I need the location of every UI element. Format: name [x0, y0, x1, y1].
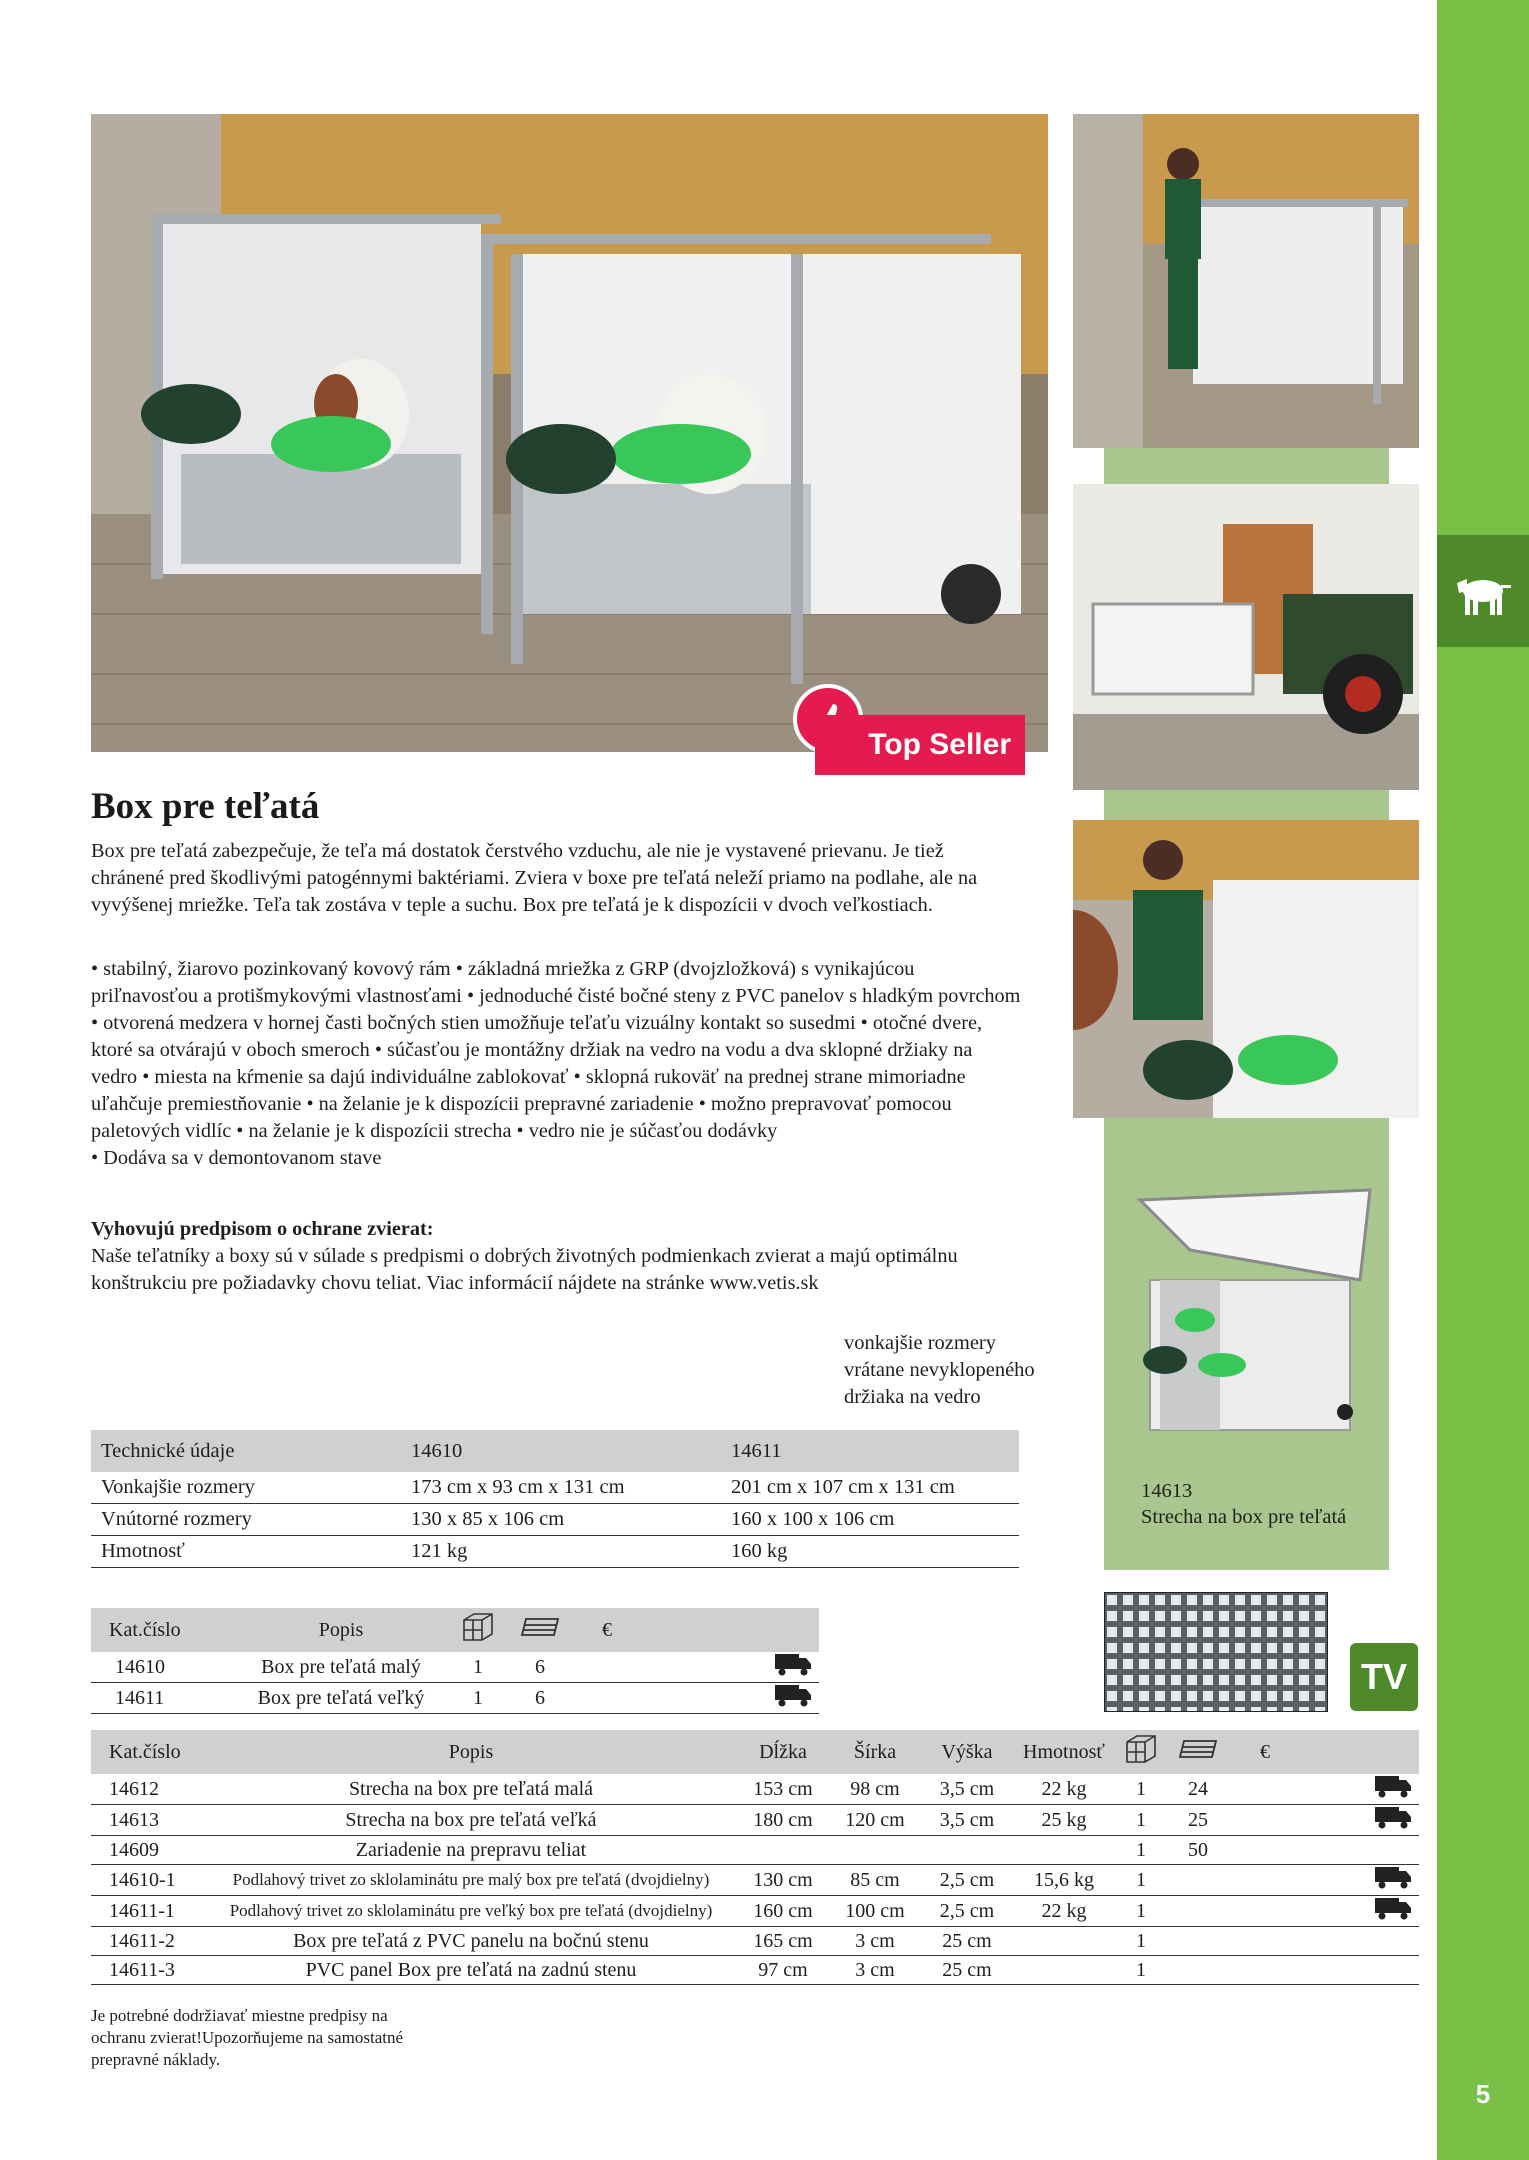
truck-icon [1301, 1805, 1419, 1836]
cell-weight: 22 kg [1013, 1896, 1115, 1927]
cell-price [1229, 1805, 1301, 1836]
cell-height: 3,5 cm [921, 1774, 1013, 1805]
cell-price [1229, 1896, 1301, 1927]
cell-length: 97 cm [737, 1956, 829, 1985]
col-header-weight: Hmotnosť [1013, 1730, 1115, 1774]
cell-pack: 1 [1115, 1927, 1167, 1956]
col-header-price: € [1229, 1730, 1301, 1774]
tech-cell: Vnútorné rozmery [91, 1504, 401, 1536]
cell-pallet: 25 [1167, 1805, 1229, 1836]
cell-height: 25 cm [921, 1956, 1013, 1985]
technical-data-table [91, 1430, 1019, 1568]
table-row [91, 1927, 1419, 1956]
table-row [91, 1896, 1419, 1927]
cell-pallet: 24 [1167, 1774, 1229, 1805]
features-paragraph [91, 956, 1021, 1172]
cell-desc: Strecha na box pre teľatá malá [205, 1774, 737, 1805]
col-header-code: Kat.číslo [91, 1608, 235, 1652]
outer-note-line: držiaka na vedro [844, 1386, 981, 1408]
cell-price [1229, 1865, 1301, 1896]
cell-price [1229, 1836, 1301, 1865]
tv-badge: TV [1350, 1643, 1418, 1711]
cow-icon [1437, 535, 1529, 647]
cell-desc: Podlahový trivet zo sklolaminátu pre veľký box pre teľatá (dvojdielny) [205, 1896, 737, 1927]
cell-width: 3 cm [829, 1927, 921, 1956]
cell-weight: 25 kg [1013, 1805, 1115, 1836]
tech-cell: 160 kg [721, 1536, 1019, 1568]
package-icon [447, 1608, 509, 1652]
photo-woman-feeding-calf [1073, 820, 1419, 1118]
cell-pallet: 6 [509, 1683, 571, 1714]
cell-height: 3,5 cm [921, 1805, 1013, 1836]
roof-caption [1141, 1478, 1346, 1530]
col-header-code: Kat.číslo [91, 1730, 205, 1774]
cell-pallet: 6 [509, 1652, 571, 1683]
photo-tractor-lifting-box [1073, 484, 1419, 790]
col-header-height: Výška [921, 1730, 1013, 1774]
cell-height: 2,5 cm [921, 1896, 1013, 1927]
outer-note-line: vrátane nevyklopeného [844, 1359, 1035, 1381]
cell-length: 160 cm [737, 1896, 829, 1927]
cell-code: 14613 [91, 1805, 205, 1836]
cell-length: 153 cm [737, 1774, 829, 1805]
table-row [91, 1865, 1419, 1896]
cell-pack: 1 [1115, 1956, 1167, 1985]
pallet-icon [509, 1608, 571, 1652]
footnote-line: Je potrebné dodržiavať miestne predpisy na [91, 2006, 388, 2025]
truck-icon [1301, 1865, 1419, 1896]
compliance-text: Naše teľatníky a boxy sú v súlade s predpismi o dobrých životných podmienkach zvierat a majú optimálnu konštrukciu pre požiadavky chovu teliat. Viac informácií nájdete na stránke www.vetis.sk [91, 1245, 958, 1294]
roof-caption-code: 14613 [1141, 1480, 1193, 1502]
cell-pack: 1 [1115, 1774, 1167, 1805]
tech-cell: Vonkajšie rozmery [91, 1472, 401, 1504]
tech-cell: 173 cm x 93 cm x 131 cm [401, 1472, 721, 1504]
cell-code: 14610 [91, 1652, 235, 1683]
footnote-line: ochranu zvierat!Upozorňujeme na samostatné [91, 2028, 404, 2047]
side-color-bar [1437, 0, 1529, 2160]
main-product-photo [91, 114, 1048, 752]
cell-desc: Podlahový trivet zo sklolaminátu pre malý box pre teľatá (dvojdielny) [205, 1865, 737, 1896]
col-header-price: € [571, 1608, 643, 1652]
table-row [91, 1774, 1419, 1805]
cell-length: 180 cm [737, 1805, 829, 1836]
cell-height [921, 1836, 1013, 1865]
compliance-block [91, 1216, 1021, 1297]
cell-pack: 1 [1115, 1896, 1167, 1927]
tech-header-14610: 14610 [401, 1430, 721, 1472]
footnote [91, 2005, 403, 2071]
cell-desc: Box pre teľatá veľký [235, 1683, 447, 1714]
intro-text: Box pre teľatá zabezpečuje, že teľa má dostatok čerstvého vzduchu, ale nie je vystavené prievanu. Je tiež chránené pred škodlivými patogénnymi baktériami. Zviera v boxe pre teľatá neleží priamo na podlahe, ale na vyvýšenej mriežke. Teľa tak zostáva v teple a suchu. Box pre teľatá je k dispozícii v dvoch veľkostiach. [91, 840, 978, 916]
cell-width: 98 cm [829, 1774, 921, 1805]
cell-pallet [1167, 1896, 1229, 1927]
cell-code: 14612 [91, 1774, 205, 1805]
cell-length: 165 cm [737, 1927, 829, 1956]
table-row [91, 1683, 819, 1714]
tech-cell: 121 kg [401, 1536, 721, 1568]
cell-price [1229, 1774, 1301, 1805]
cell-width: 85 cm [829, 1865, 921, 1896]
table-header-row [91, 1608, 819, 1652]
cell-code: 14611-1 [91, 1896, 205, 1927]
order-table-boxes [91, 1608, 819, 1714]
table-row [91, 1472, 1019, 1504]
cell-width [829, 1836, 921, 1865]
empty-cell [1301, 1956, 1419, 1985]
cell-width: 100 cm [829, 1896, 921, 1927]
cell-width: 120 cm [829, 1805, 921, 1836]
cell-length [737, 1836, 829, 1865]
cell-weight [1013, 1956, 1115, 1985]
compliance-heading: Vyhovujú predpisom o ochrane zvierat: [91, 1218, 434, 1240]
cell-pack: 1 [1115, 1836, 1167, 1865]
roof-caption-text: Strecha na box pre teľatá [1141, 1506, 1347, 1528]
empty-cell [1301, 1836, 1419, 1865]
product-title: Box pre teľatá [91, 786, 320, 827]
cell-price [1229, 1927, 1301, 1956]
cell-code: 14611 [91, 1683, 235, 1714]
cell-price [571, 1683, 643, 1714]
pallet-icon [1167, 1730, 1229, 1774]
cell-price [1229, 1956, 1301, 1985]
tech-cell: 201 cm x 107 cm x 131 cm [721, 1472, 1019, 1504]
cell-weight [1013, 1836, 1115, 1865]
package-icon [1115, 1730, 1167, 1774]
table-row [91, 1504, 1019, 1536]
intro-paragraph [91, 838, 1021, 919]
cell-weight [1013, 1927, 1115, 1956]
cell-height: 25 cm [921, 1927, 1013, 1956]
photo-grp-grid-floor [1104, 1592, 1328, 1712]
col-header-desc: Popis [205, 1730, 737, 1774]
table-row [91, 1836, 1419, 1865]
cell-weight: 22 kg [1013, 1774, 1115, 1805]
features-last: • Dodáva sa v demontovanom stave [91, 1147, 382, 1169]
cell-code: 14610-1 [91, 1865, 205, 1896]
cell-pallet [1167, 1956, 1229, 1985]
cell-pallet: 50 [1167, 1836, 1229, 1865]
table-header-row [91, 1730, 1419, 1774]
cell-code: 14611-2 [91, 1927, 205, 1956]
col-header-length: Dĺžka [737, 1730, 829, 1774]
table-row [91, 1805, 1419, 1836]
cell-pack: 1 [1115, 1805, 1167, 1836]
cell-code: 14611-3 [91, 1956, 205, 1985]
empty-cell [1301, 1927, 1419, 1956]
tech-header-label: Technické údaje [91, 1430, 401, 1472]
features-text: • stabilný, žiarovo pozinkovaný kovový rám • základná mriežka z GRP (dvojzložková) s vynikajúcou priľnavosťou a protišmykovými vlastnosťami • jednoduché čisté bočné steny z PVC panelov s hladkým povrchom • otvorená medzera v hornej časti bočných stien umožňuje teľaťu vizuálny kontakt so susedmi • otočné dvere, ktoré sa otvárajú v oboch smeroch • súčasťou je montážny držiak na vedro na vodu a dva sklopné držiaky na vedro • miesta na kŕmenie sa dajú individuálne zablokovať • sklopná rukoväť na prednej strane mimoriadne uľahčuje premiestňovanie • na želanie je k dispozícii prepravné zariadenie • možno prepravovať pomocou paletových vidlíc • na želanie je k dispozícii strecha • vedro nie je súčasťou dodávky [91, 958, 1021, 1142]
header-spacer [643, 1608, 819, 1652]
cell-code: 14609 [91, 1836, 205, 1865]
table-row [91, 1652, 819, 1683]
truck-icon [1301, 1774, 1419, 1805]
cell-pallet [1167, 1927, 1229, 1956]
table-row [91, 1956, 1419, 1985]
cell-desc: PVC panel Box pre teľatá na zadnú stenu [205, 1956, 737, 1985]
tech-cell: 160 x 100 x 106 cm [721, 1504, 1019, 1536]
order-table-accessories [91, 1730, 1419, 1985]
header-spacer [1301, 1730, 1419, 1774]
cell-pallet [1167, 1865, 1229, 1896]
truck-icon [1301, 1896, 1419, 1927]
cell-pack: 1 [1115, 1865, 1167, 1896]
tech-cell: 130 x 85 x 106 cm [401, 1504, 721, 1536]
tech-header-14611: 14611 [721, 1430, 1019, 1472]
page-number: 5 [1475, 2079, 1491, 2109]
table-row [91, 1536, 1019, 1568]
outer-dimensions-note [844, 1330, 1035, 1411]
cell-price [571, 1652, 643, 1683]
truck-icon [643, 1652, 819, 1683]
col-header-desc: Popis [235, 1608, 447, 1652]
outer-note-line: vonkajšie rozmery [844, 1332, 996, 1354]
cell-pack: 1 [447, 1683, 509, 1714]
cell-desc: Zariadenie na prepravu teliat [205, 1836, 737, 1865]
table-header-row [91, 1430, 1019, 1472]
top-seller-badge: Top Seller [815, 715, 1025, 775]
cell-height: 2,5 cm [921, 1865, 1013, 1896]
cell-desc: Box pre teľatá malý [235, 1652, 447, 1683]
cell-desc: Strecha na box pre teľatá veľká [205, 1805, 737, 1836]
photo-woman-moving-box [1073, 114, 1419, 448]
col-header-width: Šírka [829, 1730, 921, 1774]
tech-cell: Hmotnosť [91, 1536, 401, 1568]
cell-width: 3 cm [829, 1956, 921, 1985]
cell-desc: Box pre teľatá z PVC panelu na bočnú stenu [205, 1927, 737, 1956]
cell-pack: 1 [447, 1652, 509, 1683]
footnote-line: prepravné náklady. [91, 2050, 221, 2069]
cell-weight: 15,6 kg [1013, 1865, 1115, 1896]
cell-length: 130 cm [737, 1865, 829, 1896]
truck-icon [643, 1683, 819, 1714]
category-tab[interactable] [1437, 535, 1529, 647]
photo-box-with-roof [1130, 1180, 1380, 1460]
